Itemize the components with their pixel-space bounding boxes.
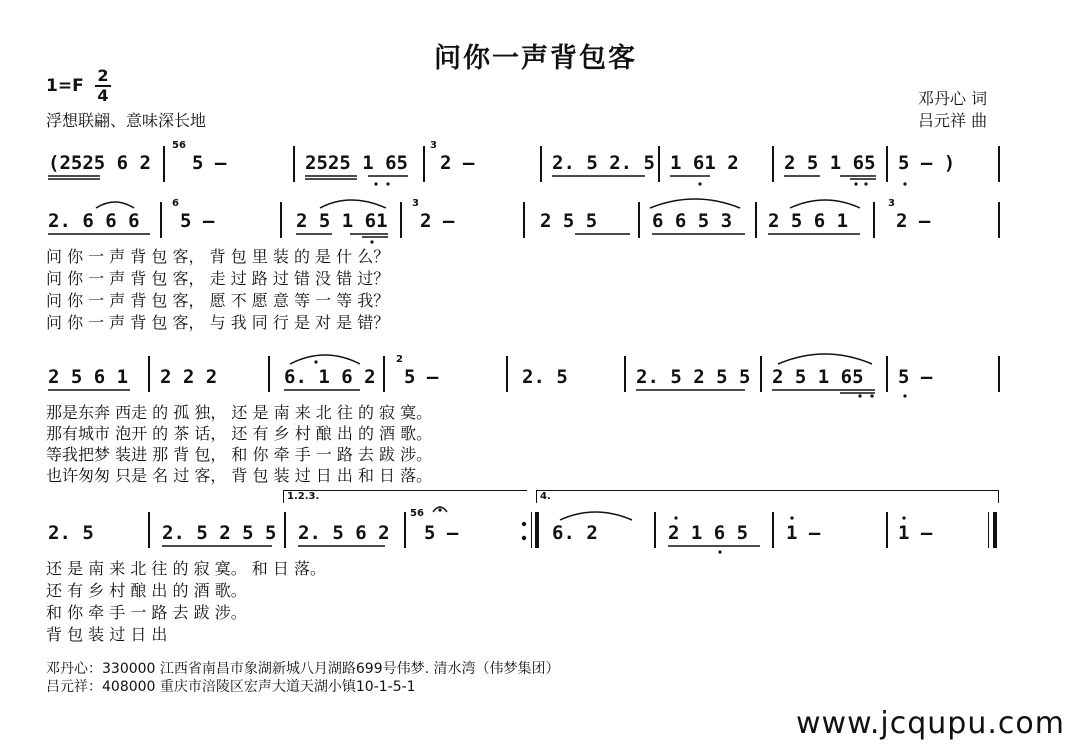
measure: 5 – — [180, 210, 215, 232]
key-signature: 1=F — [46, 76, 84, 96]
grace-note: 56 — [172, 140, 186, 151]
lyric-line: 背 包 装 过 日 出 — [46, 625, 168, 644]
measure: 5 – — [424, 522, 459, 544]
measure: 5 – — [404, 366, 439, 388]
volta-bracket-1: 1.2.3. — [283, 490, 527, 503]
measure: (2525 6 2 — [48, 152, 151, 174]
measure: 2 – — [420, 210, 455, 232]
lyric-line: 问 你 一 声 背 包 客， 与 我 同 行 是 对 是 错？ — [46, 313, 390, 332]
grace-note: 6 — [172, 198, 179, 209]
measure: 6. 1 6 2 — [284, 366, 376, 388]
measure: 2 5 1 65 — [772, 366, 864, 388]
lyric-line: 和 你 牵 手 一 路 去 跋 涉。 — [46, 603, 247, 622]
lyric-line: 还 有 乡 村 酿 出 的 酒 歌。 — [46, 581, 247, 600]
measure: 1 61 2 — [670, 152, 739, 174]
composer: 吕元祥 曲 — [918, 111, 988, 130]
watermark: www.jcqupu.com — [796, 706, 1065, 741]
grace-note: 56 — [410, 508, 424, 519]
footer-line: 邓丹心：330000 江西省南昌市象湖新城八月湖路699号伟梦. 清水湾（伟梦集团） — [46, 661, 560, 677]
grace-note: 2 — [396, 354, 403, 365]
measure: 5 – ) — [898, 152, 956, 174]
measure: 2. 6 6 6 — [48, 210, 140, 232]
lyric-line: 那是东奔 西走 的 孤 独， 还 是 南 来 北 往 的 寂 寞。 — [46, 403, 433, 422]
measure: 2. 5 — [48, 522, 94, 544]
measure: 2 – — [440, 152, 475, 174]
lyric-line: 也许匆匆 只是 名 过 客， 背 包 装 过 日 出 和 日 落。 — [46, 466, 433, 485]
volta-bracket-2: 4. — [536, 490, 999, 503]
lyric-line: 等我把梦 装进 那 背 包， 和 你 牵 手 一 路 去 跋 涉。 — [46, 445, 433, 464]
measure: 5 – — [192, 152, 227, 174]
grace-note: 3 — [430, 140, 437, 151]
measure: 2 1 6 5 — [668, 522, 749, 544]
measure: 2 5 6 1 — [768, 210, 849, 232]
measure: 2 2 2 — [160, 366, 218, 388]
measure: 2. 5 6 2 — [298, 522, 390, 544]
measure: 1 – — [786, 522, 821, 544]
lyric-line: 问 你 一 声 背 包 客， 走 过 路 过 错 没 错 过？ — [46, 269, 390, 288]
time-top: 2 — [97, 66, 109, 85]
measure: 2. 5 2. 5 — [552, 152, 655, 174]
measure: 2525 1 65 — [305, 152, 408, 174]
measure: 2. 5 2 5 5 — [636, 366, 751, 388]
measure: 2. 5 — [522, 366, 568, 388]
lyric-line: 还 是 南 来 北 往 的 寂 寞。 和 日 落。 — [46, 559, 326, 578]
time-bottom: 4 — [97, 86, 109, 105]
grace-note: 3 — [888, 198, 895, 209]
measure: 5 – — [898, 366, 933, 388]
measure: 2 – — [896, 210, 931, 232]
measure: 6 6 5 3 — [652, 210, 733, 232]
footer-line: 吕元祥：408000 重庆市涪陵区宏声大道天湖小镇10-1-5-1 — [46, 679, 416, 695]
measure: 1 – — [898, 522, 933, 544]
lyric-line: 问 你 一 声 背 包 客， 背 包 里 装 的 是 什 么？ — [46, 247, 390, 266]
measure: 2. 5 2 5 5 — [162, 522, 277, 544]
measure: 6. 2 — [552, 522, 598, 544]
measure: 2 5 6 1 — [48, 366, 129, 388]
grace-note: 3 — [412, 198, 419, 209]
measure: 2 5 5 — [540, 210, 598, 232]
measure: 2 5 1 65 — [784, 152, 876, 174]
lyric-line: 问 你 一 声 背 包 客， 愿 不 愿 意 等 一 等 我？ — [46, 291, 390, 310]
lyric-line: 那有城市 泡开 的 茶 话， 还 有 乡 村 酿 出 的 酒 歌。 — [46, 424, 433, 443]
measure: 2 5 1 61 — [296, 210, 388, 232]
lyricist: 邓丹心 词 — [918, 89, 988, 108]
tempo-marking: 浮想联翩、意味深长地 — [46, 111, 207, 130]
song-title: 问你一声背包客 — [434, 43, 637, 74]
